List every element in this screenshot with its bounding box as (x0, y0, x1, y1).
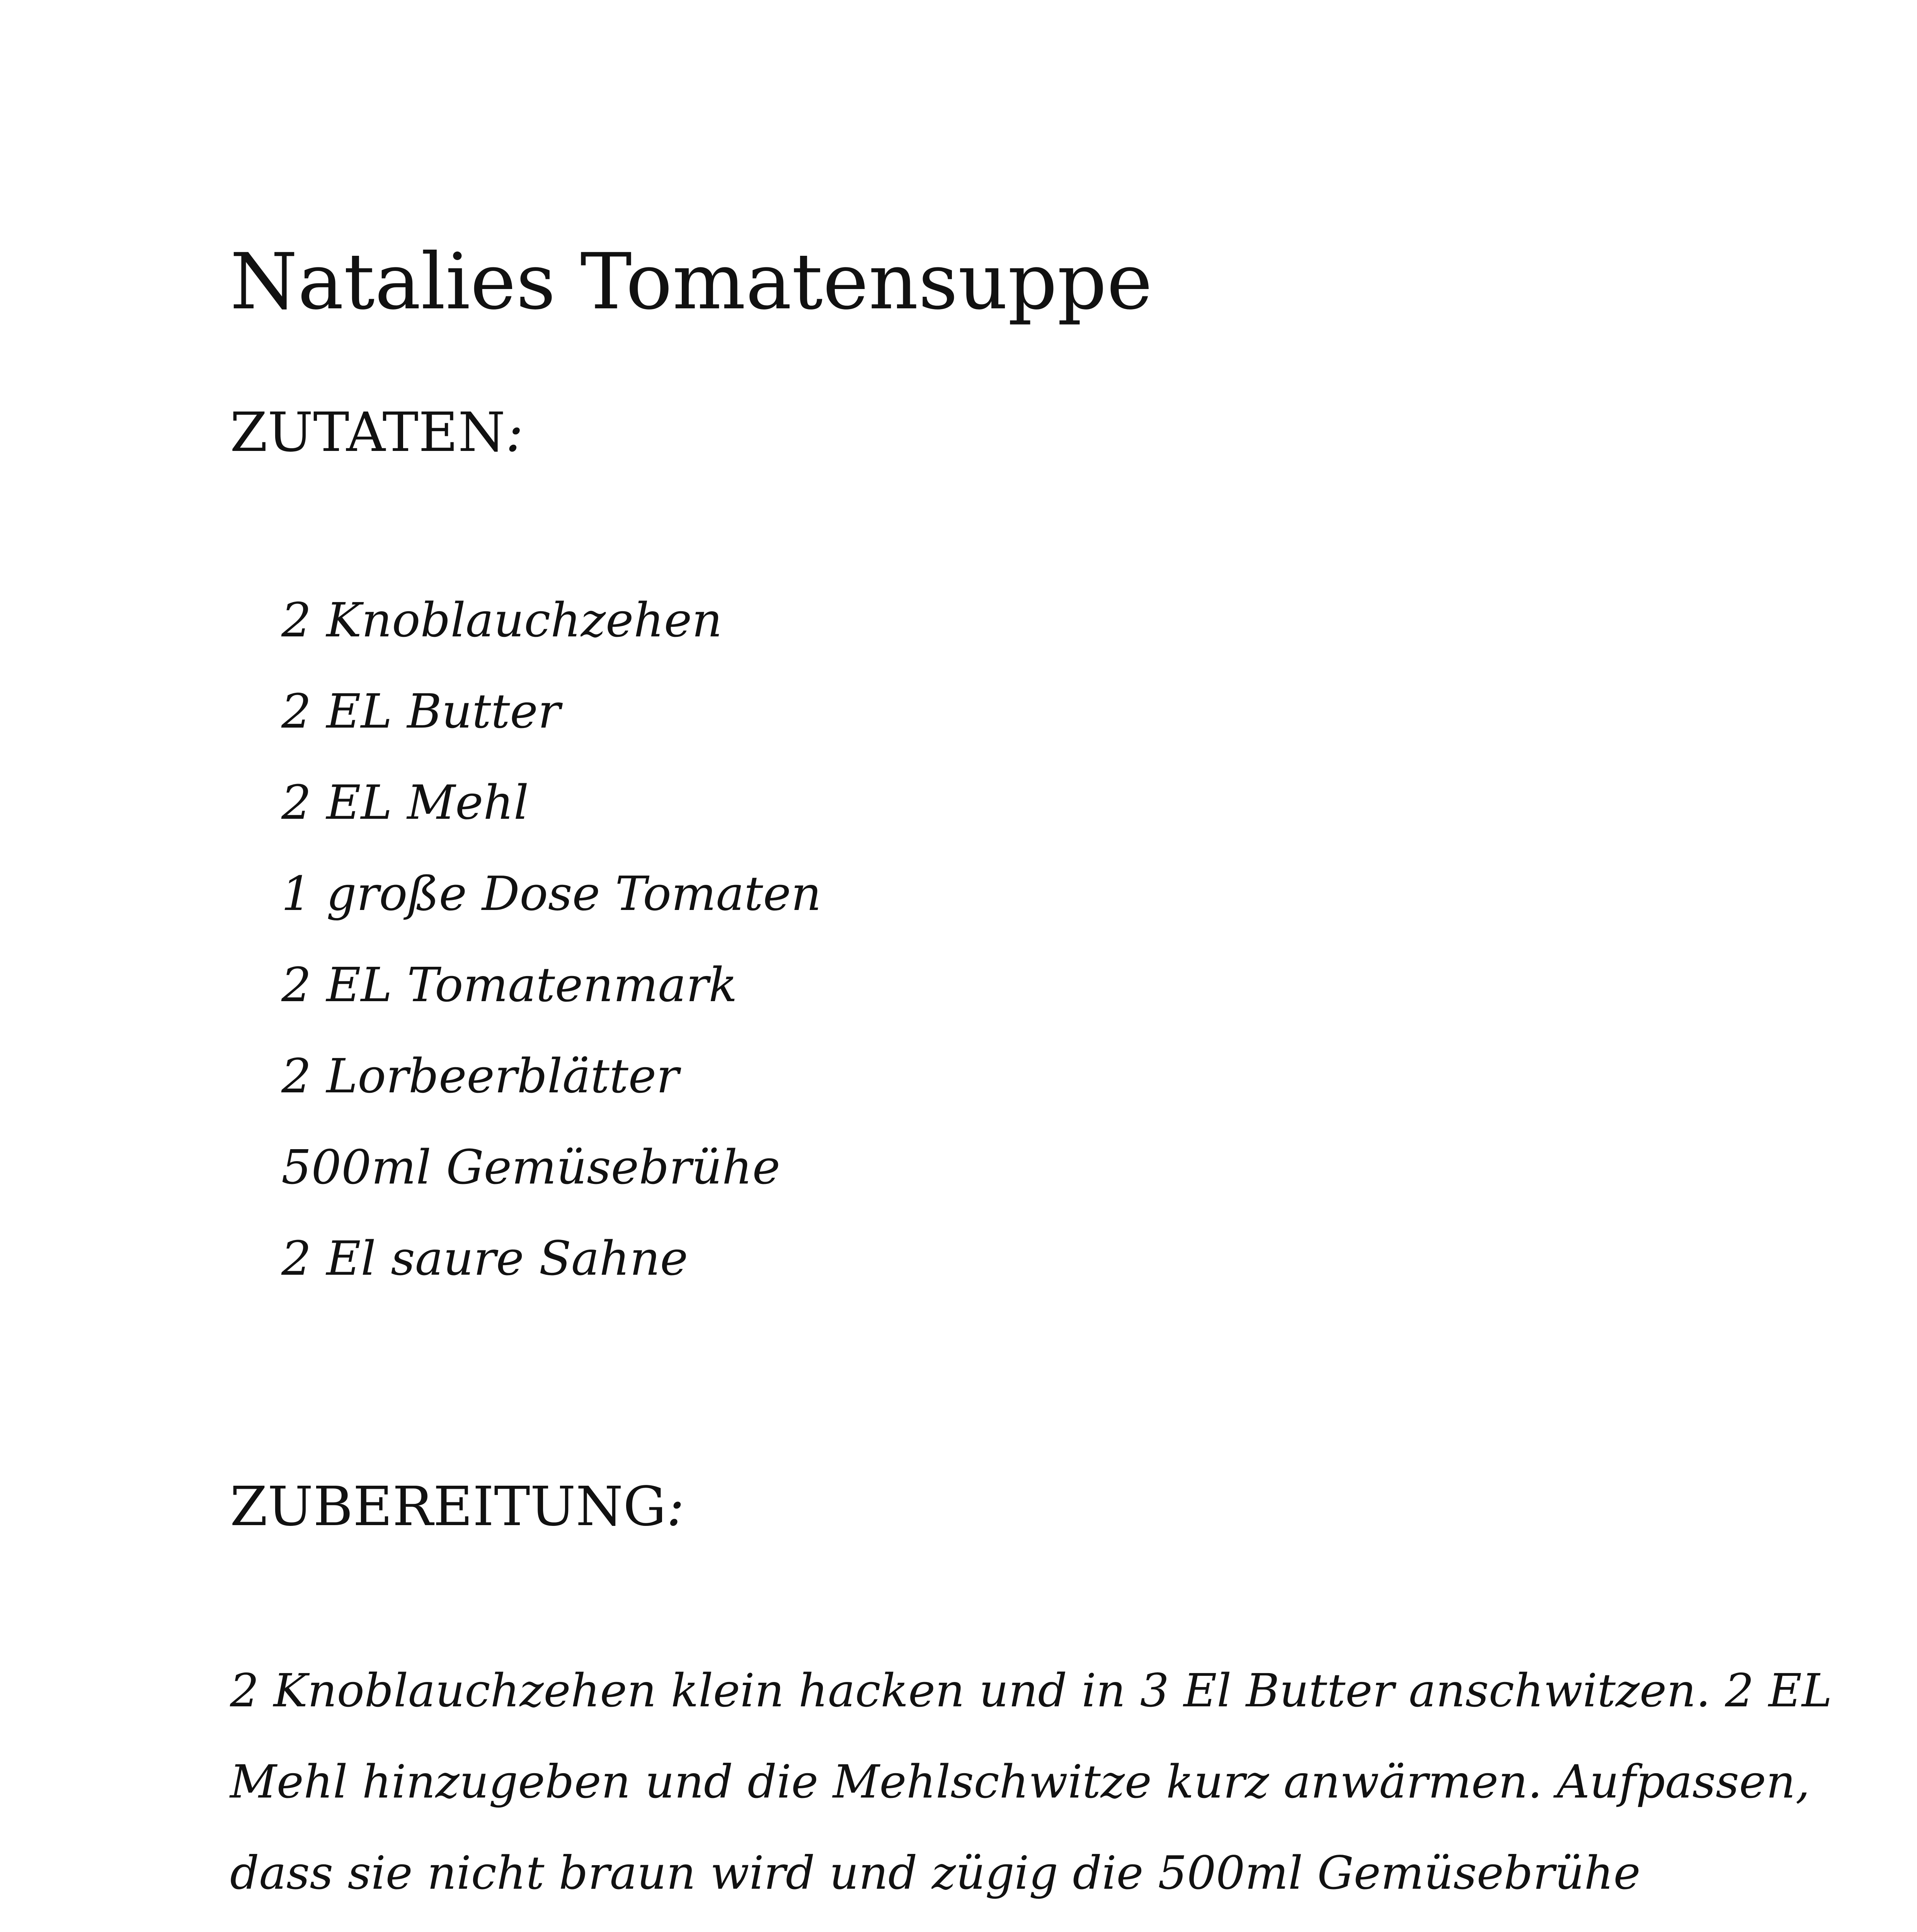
ingredient-item: 2 EL Tomatenmark (281, 957, 737, 1012)
ingredient-item: 1 große Dose Tomaten (281, 866, 822, 921)
preparation-heading (230, 1472, 684, 1542)
ingredient-item: 500ml Gemüsebrühe (281, 1140, 780, 1195)
preparation-paragraph (230, 1645, 1832, 1932)
ingredients-list (281, 575, 821, 1304)
ingredient-item: 2 Knoblauchzehen (281, 593, 722, 648)
preparation-line: Mehl hinzugeben und die Mehlschwitze kurz anwärmen. Aufpassen, (230, 1755, 1810, 1808)
ingredients-heading-text: ZUTATEN (230, 401, 506, 464)
ingredient-item: 2 El saure Sahne (281, 1231, 688, 1286)
recipe-title: Natalies Tomatensuppe (230, 237, 1153, 327)
preparation-heading-colon: : (666, 1475, 685, 1538)
preparation-line (230, 1918, 1832, 1932)
preparation-line: 2 Knoblauchzehen klein hacken und in 3 El Butter anschwitzen. 2 EL (230, 1664, 1832, 1717)
preparation-heading-text: ZUBEREITUNG (230, 1475, 666, 1538)
ingredient-item: 2 EL Mehl (281, 775, 529, 830)
ingredient-item: 2 EL Butter (281, 684, 561, 739)
ingredients-heading (230, 398, 524, 468)
ingredients-heading-colon: : (505, 401, 524, 464)
preparation-line: dass sie nicht braun wird und zügig die 500ml Gemüsebrühe (230, 1846, 1641, 1900)
ingredient-item: 2 Lorbeerblätter (281, 1049, 679, 1104)
